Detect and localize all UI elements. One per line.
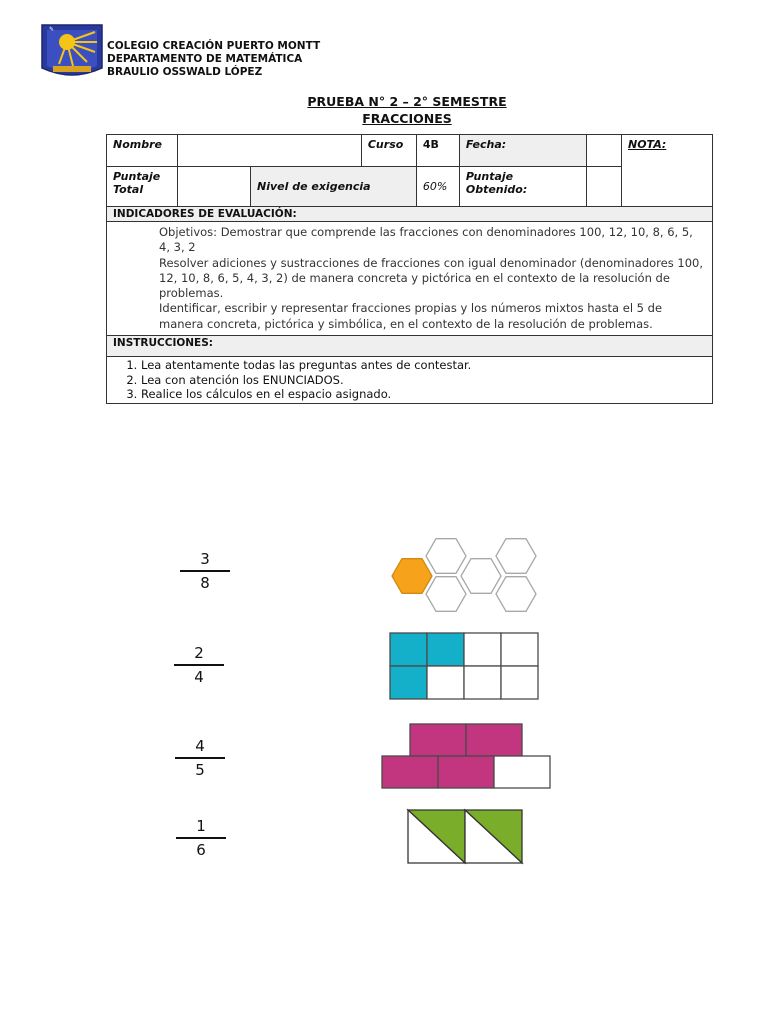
instrucciones-label: INSTRUCCIONES:: [107, 336, 713, 357]
instruccion-item: 2. Lea con atención los ENUNCIADOS.: [141, 373, 706, 388]
grid-cell-empty: [501, 633, 538, 666]
fecha-label: Fecha:: [459, 135, 586, 167]
brick-empty: [494, 756, 550, 788]
exam-subject: FRACCIONES: [362, 111, 452, 126]
grid-cell-shaded: [390, 666, 427, 699]
nombre-label: Nombre: [107, 135, 178, 167]
curso-value: 4B: [416, 135, 459, 167]
hexagon-empty: [426, 539, 466, 574]
fraction-denominator: 6: [196, 840, 206, 859]
triangles-figure: [407, 809, 525, 865]
fraction-4-5: [175, 738, 225, 779]
nivel-exigencia-label: Nivel de exigencia: [251, 167, 417, 207]
grid-cell-empty: [464, 666, 501, 699]
grid-cell-shaded: [427, 633, 464, 666]
fraction-denominator: 4: [194, 667, 204, 686]
bricks-figure: [381, 723, 551, 791]
puntaje-obtenido-field[interactable]: [586, 167, 621, 207]
puntaje-total-field[interactable]: [178, 167, 251, 207]
curso-label: Curso: [361, 135, 416, 167]
hexagon-empty: [426, 577, 466, 612]
fecha-field[interactable]: [587, 135, 622, 167]
grid-cell-empty: [427, 666, 464, 699]
svg-text:✎: ✎: [49, 26, 55, 33]
brick-shaded: [438, 756, 494, 788]
objetivos-text: [107, 222, 713, 336]
teacher-name: BRAULIO OSSWALD LÓPEZ: [107, 66, 263, 78]
fraction-denominator: 8: [200, 573, 210, 592]
fraction-numerator: 4: [195, 737, 205, 755]
fraction-1-6: [176, 818, 226, 859]
school-logo: [39, 22, 105, 82]
hexagon-figure: [388, 538, 546, 614]
fraction-numerator: 3: [200, 550, 210, 568]
puntaje-total-label: Puntaje Total: [107, 167, 178, 207]
hexagon-empty: [496, 539, 536, 574]
hexagon-empty: [496, 577, 536, 612]
objetivo-item: Identificar, escribir y representar fracciones propias y los números mixtos hasta el 5 de manera concreta, pictórica y simbólica, en el contexto de la resolución de problemas.: [159, 301, 663, 331]
objetivo-item: Resolver adiciones y sustracciones de fracciones con igual denominador (denominadores 100, 12, 10, 8, 6, 5, 4, 3, 2) de manera concreta y pictórica en el contexto de la resolución de problemas.: [159, 255, 703, 301]
grid-cell-empty: [501, 666, 538, 699]
instruccion-item: 3. Realice los cálculos en el espacio asignado.: [141, 387, 706, 402]
nota-label: NOTA:: [622, 135, 713, 207]
grid-cell-shaded: [390, 633, 427, 666]
brick-shaded: [382, 756, 438, 788]
fraction-bar: [174, 664, 224, 666]
objetivo-item: Objetivos: Demostrar que comprende las fracciones con denominadores 100, 12, 10, 8, 6, 5, 4, 3, 2: [159, 225, 693, 255]
grid-figure: [389, 632, 541, 700]
fraction-bar: [175, 757, 225, 759]
fraction-bar: [176, 837, 226, 839]
school-header: [107, 40, 320, 79]
brick-shaded: [466, 724, 522, 756]
exam-title: PRUEBA N° 2 – 2° SEMESTRE: [307, 94, 507, 109]
puntaje-obtenido-label: Puntaje Obtenido:: [459, 167, 586, 207]
hexagon-shaded: [392, 559, 432, 594]
nombre-field[interactable]: [178, 135, 362, 167]
grid-cell-empty: [464, 633, 501, 666]
school-name: COLEGIO CREACIÓN PUERTO MONTT: [107, 40, 321, 52]
exam-info-table: [106, 134, 713, 404]
fraction-denominator: 5: [195, 760, 205, 779]
fraction-numerator: 2: [194, 644, 204, 662]
fraction-numerator: 1: [196, 817, 206, 835]
department-name: DEPARTAMENTO DE MATEMÁTICA: [107, 53, 303, 65]
indicadores-label: INDICADORES DE EVALUACIÓN:: [107, 207, 713, 222]
fraction-3-8: [180, 551, 230, 592]
fraction-2-4: [174, 645, 224, 686]
brick-shaded: [410, 724, 466, 756]
fraction-bar: [180, 570, 230, 572]
nivel-exigencia-value: 60%: [416, 167, 459, 207]
hexagon-empty: [461, 559, 501, 594]
instruccion-item: 1. Lea atentamente todas las preguntas antes de contestar.: [141, 358, 706, 373]
instrucciones-list: [107, 357, 713, 404]
